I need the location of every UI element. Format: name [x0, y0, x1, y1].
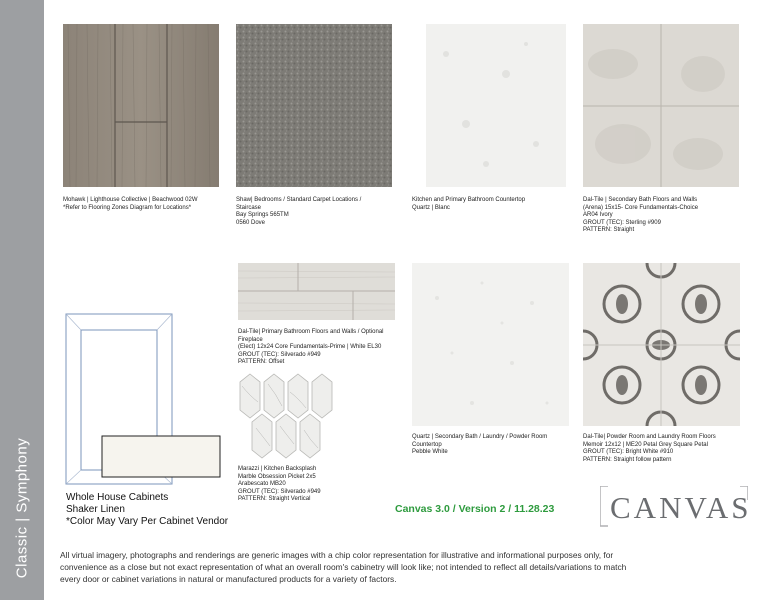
canvas-logo-text: CANVAS: [610, 490, 752, 525]
elect-tile-swatch: [238, 263, 395, 320]
arena-tile-caption: Dal-Tile | Secondary Bath Floors and Walls (Arena) 15x15- Core Fundamentals-Choice AR04 Ivory GROUT (TEC): Sterling #909 PATTERN: Straight: [583, 197, 699, 233]
arena-tile-swatch: [583, 24, 739, 187]
memoir-petal-caption: Dal-Tile| Powder Room and Laundry Room Floors Memoir 12x12 | ME20 Petal Grey Square Petal GROUT (TEC): Bright White #910 PATTERN: Straight follow pattern: [583, 434, 716, 463]
disclaimer: All virtual imagery, photographs and renderings are generic images with a chip color representation for illustrative and informational purposes only, for convenience as a close but not exact representation of what an overall room's cabinetry will look like; not intended to reflect all details/variations to match every door or cabinet variations in natural or manufactured products for a variety of factors.: [60, 550, 627, 584]
elect-tile-caption: Dal-Tile| Primary Bathroom Floors and Walls / Optional Fireplace (Elect) 12x24 Core Fundamentals-Prime | White EL30 GROUT (TEC): Silverado #949 PATTERN: Offset: [238, 329, 384, 365]
canvas-logo: [600, 486, 752, 530]
sidebar-band: [0, 0, 44, 600]
version-label: Canvas 3.0 / Version 2 / 11.28.23: [395, 503, 555, 515]
cabinet-door-drawing: [62, 308, 224, 488]
wood-flooring-caption: Mohawk | Lighthouse Collective | Beachwood 02W *Refer to Flooring Zones Diagram for Locations*: [63, 197, 198, 211]
cabinet-caption: Whole House Cabinets Shaker Linen *Color May Vary Per Cabinet Vendor: [66, 492, 229, 527]
quartz-pebble-swatch: [412, 263, 569, 426]
carpet-caption: Shaw| Bedrooms / Standard Carpet Locations / Staircase Bay Springs 565TM 0560 Dove: [236, 197, 362, 226]
collection-label: Classic | Symphony: [13, 437, 31, 579]
picket-mosaic-caption: Marazzi | Kitchen Backsplash Marble Obsession Picket 2x5 Arabescato MB20 GROUT (TEC): Silverado #949 PATTERN: Straight Vertical: [238, 466, 321, 502]
wood-flooring-swatch: [63, 24, 219, 187]
carpet-swatch: [236, 24, 392, 187]
memoir-petal-swatch: [583, 263, 740, 426]
quartz-blanc-swatch: [426, 24, 566, 187]
quartz-pebble-caption: Quartz | Secondary Bath / Laundry / Powder Room Countertop Pebble White: [412, 434, 548, 455]
picket-mosaic-swatch: [238, 372, 334, 460]
quartz-blanc-caption: Kitchen and Primary Bathroom Countertop Quartz | Blanc: [412, 197, 526, 211]
